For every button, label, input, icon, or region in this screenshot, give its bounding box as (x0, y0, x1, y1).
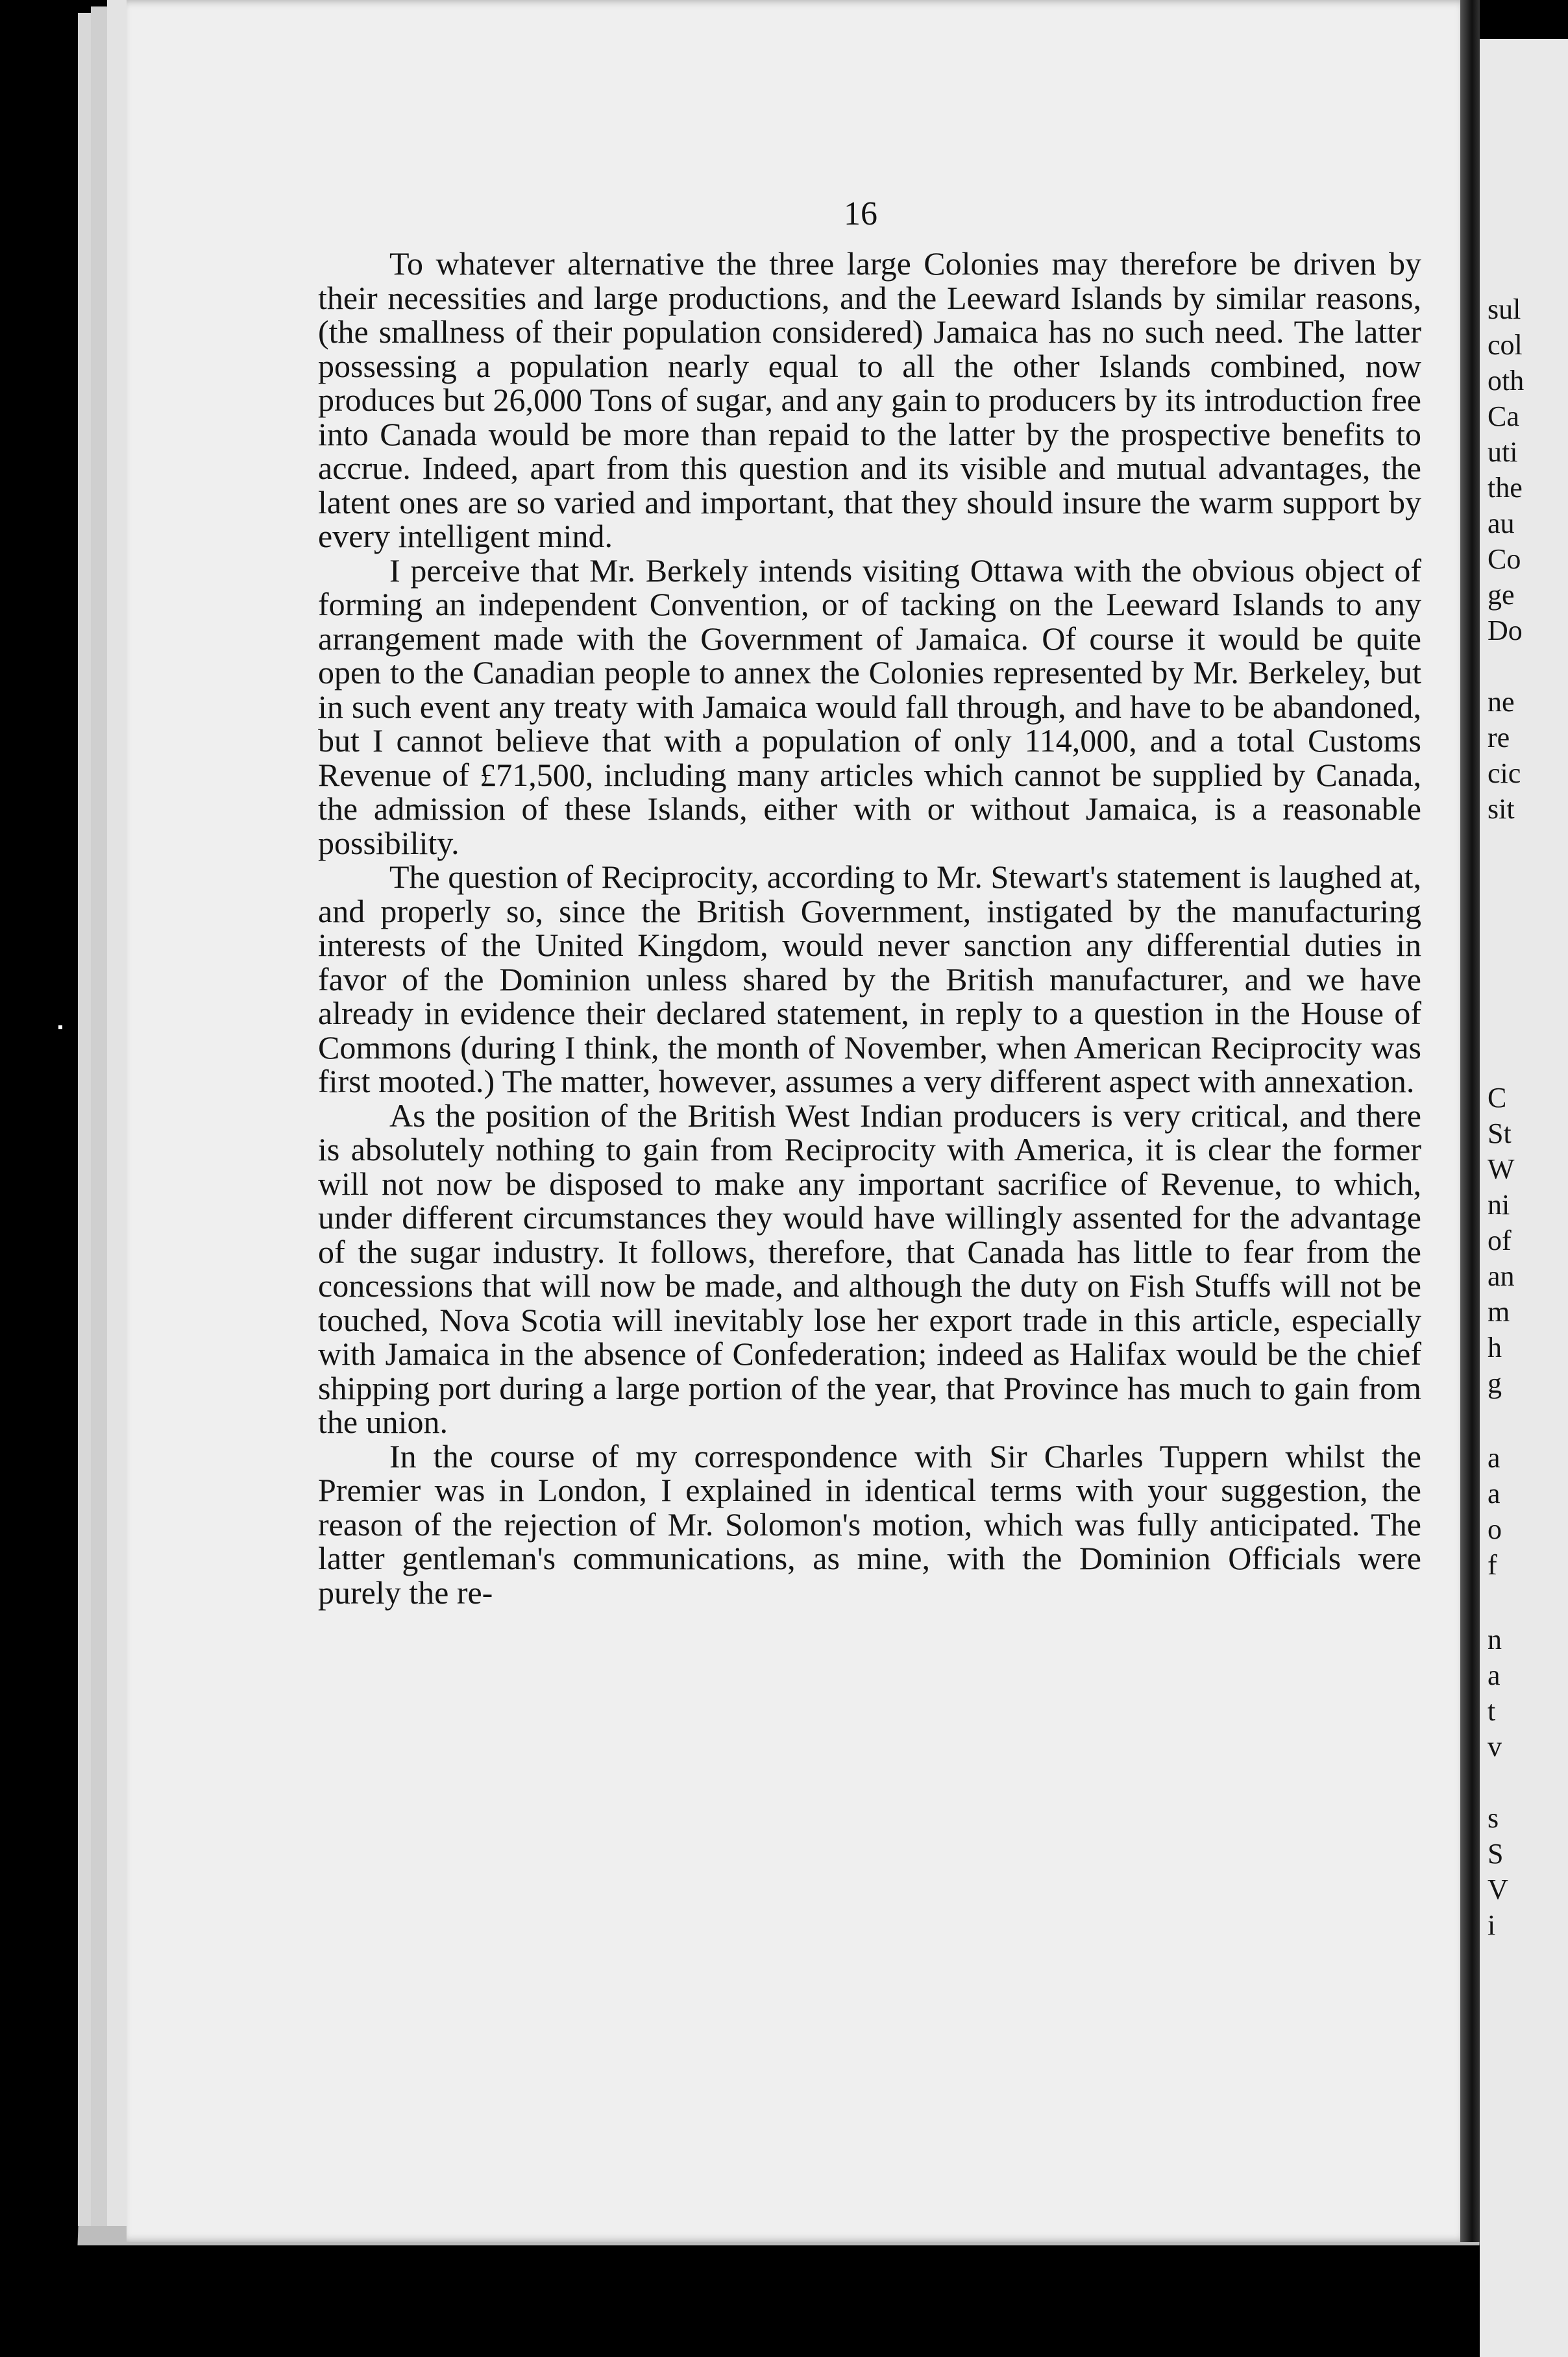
paragraph: The question of Reciprocity, according to Mr. Stewart's statement is laughed at, and properly so, since the British Government, instigated by the manufacturing interests of the United Kingdom, would never sanction any differential duties in favor of the Dominion unless shared by the British manufacturer, and we have already in evidence their declared statement, in reply to a question in the House of Commons (during I think, the month of November, when American Reciprocity was first mooted.) The matter, however, assumes a very different aspect with annexation. (318, 859, 1421, 1099)
paragraph: I perceive that Mr. Berkely intends visiting Ottawa with the obvious object of forming an independent Convention, or of tacking on the Leeward Islands to any arrangement made with the Government of Jamaica. Of course it would be quite open to the Canadian people to annex the Colonies represented by Mr. Berkeley, but in such event any treaty with Jamaica would fall through, and have to be abandoned, but I cannot believe that with a population of only 114,000, and a total Customs Revenue of £71,500, including many articles which cannot be supplied by Canada, the admission of these Islands, either with or without Jamaica, is a reasonable possibility. (318, 552, 1421, 861)
next-page-fragment: a (1488, 1478, 1501, 1509)
next-page-fragment: Co (1488, 543, 1521, 575)
next-page-fragment: v (1488, 1731, 1502, 1763)
next-page-fragment: a (1488, 1442, 1501, 1474)
next-page-fragment: ge (1488, 579, 1515, 611)
scan-speck (58, 1025, 62, 1029)
next-page-fragment: S (1488, 1838, 1504, 1870)
book-gutter (1460, 0, 1480, 2242)
next-page-fragment: f (1488, 1549, 1497, 1581)
next-page-fragment: W (1488, 1153, 1515, 1185)
next-page-fragment: ne (1488, 686, 1515, 718)
next-page-fragment: oth (1488, 365, 1525, 397)
next-page-fragment: g (1488, 1367, 1502, 1399)
next-page-fragment: St (1488, 1117, 1512, 1149)
page-body (318, 247, 1421, 1609)
next-page-fragment: an (1488, 1260, 1515, 1292)
next-page-fragment: C (1488, 1082, 1507, 1114)
next-page-fragment: cic (1488, 757, 1521, 789)
next-page-fragment: o (1488, 1513, 1502, 1545)
next-page-fragment: n (1488, 1624, 1502, 1655)
next-page-fragment: the (1488, 472, 1523, 504)
next-page-fragment: Do (1488, 615, 1523, 646)
next-page-fragment: s (1488, 1802, 1499, 1834)
next-page-sliver (1480, 39, 1568, 2357)
page-number: 16 (844, 195, 877, 232)
next-page-fragment: uti (1488, 436, 1518, 468)
paragraph: As the position of the British West Indian producers is very critical, and there is absolutely nothing to gain from Reciprocity with America, it is clear the former will not now be disposed to make any important sacrifice of Revenue, to which, under different circumstances they would have willingly assented for the advantage of the sugar industry. It follows, therefore, that Canada has little to fear from the concessions that will now be made, and although the duty on Fish Stuffs will not be touched, Nova Scotia will inevitably lose her export trade in this article, especially with Jamaica in the absence of Confederation; indeed as Halifax would be the chief shipping port during a large portion of the year, that Province has much to gain from the union. (318, 1097, 1421, 1440)
next-page-fragment: of (1488, 1225, 1512, 1256)
next-page-fragment: ni (1488, 1189, 1510, 1221)
next-page-fragment: re (1488, 722, 1510, 753)
next-page-fragment: col (1488, 329, 1523, 361)
next-page-fragment: i (1488, 1909, 1496, 1941)
next-page-fragment: V (1488, 1874, 1508, 1905)
next-page-fragment: au (1488, 507, 1515, 539)
next-page-fragment: t (1488, 1695, 1496, 1727)
next-page-fragment: a (1488, 1659, 1501, 1691)
paragraph: To whatever alternative the three large Colonies may therefore be driven by their necessities and large productions, and the Leeward Islands by similar reasons, (the smallness of their population considered) Jamaica has no such need. The latter possessing a population nearly equal to all the other Islands combined, now produces but 26,000 Tons of sugar, and any gain to producers by its introduction free into Canada would be more than repaid to the latter by the prospective benefits to accrue. Indeed, apart from this question and its visible and mutual advantages, the latent ones are so varied and important, that they should insure the warm support by every intelligent mind. (318, 245, 1421, 554)
next-page-fragment: Ca (1488, 400, 1519, 432)
next-page-fragment: sul (1488, 293, 1521, 325)
next-page-fragment: m (1488, 1296, 1510, 1328)
next-page-fragment: h (1488, 1332, 1502, 1363)
paragraph: In the course of my correspondence with Sir Charles Tuppern whilst the Premier was in London, I explained in identical terms with your suggestion, the reason of the rejection of Mr. Solomon's motion, which was fully anticipated. The latter gentleman's communications, as mine, with the Dominion Officials were purely the re- (318, 1437, 1421, 1611)
next-page-fragment: sit (1488, 793, 1515, 825)
